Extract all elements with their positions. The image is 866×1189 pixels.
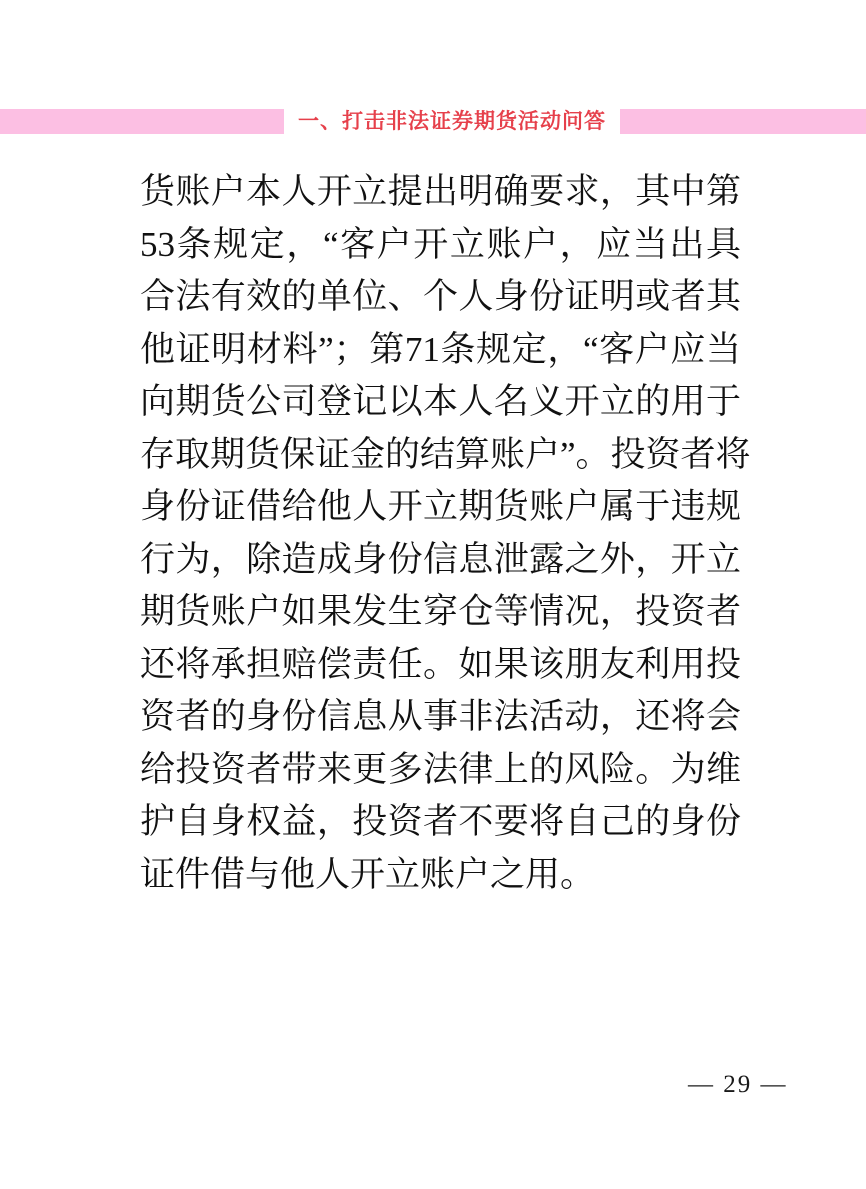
text-line: 53条规定，“客户开立账户，应当出具 <box>140 224 741 264</box>
text-line: 给投资者带来更多法律上的风险。为维 <box>140 749 741 789</box>
header-left-pink-bar <box>0 109 284 134</box>
text-line: 资者的身份信息从事非法活动，还将会 <box>140 697 741 736</box>
text-line: 合法有效的单位、个人身份证明或者其 <box>140 277 741 316</box>
text-line: 身份证借给他人开立期货账户属于违规 <box>140 487 741 526</box>
text-line: 行为，除造成身份信息泄露之外，开立 <box>140 539 741 579</box>
chapter-title: 一、打击非法证券期货活动问答 <box>298 110 606 133</box>
text-line: 存取期货保证金的结算账户”。投资者将 <box>140 434 751 474</box>
chapter-header-band <box>0 109 866 134</box>
page-number: — 29 — <box>688 1071 788 1098</box>
body-text-block <box>140 166 751 901</box>
text-line: 他证明材料”；第71条规定，“客户应当 <box>140 329 741 369</box>
text-line: 货账户本人开立提出明确要求，其中第 <box>140 172 741 211</box>
text-line: 护自身权益，投资者不要将自己的身份 <box>140 802 741 841</box>
text-line: 还将承担赔偿责任。如果该朋友利用投 <box>140 644 741 684</box>
text-line: 期货账户如果发生穿仓等情况，投资者 <box>140 592 741 631</box>
header-right-pink-bar <box>620 109 866 134</box>
text-line: 证件借与他人开立账户之用。 <box>140 854 596 894</box>
text-line: 向期货公司登记以本人名义开立的用于 <box>140 382 741 421</box>
